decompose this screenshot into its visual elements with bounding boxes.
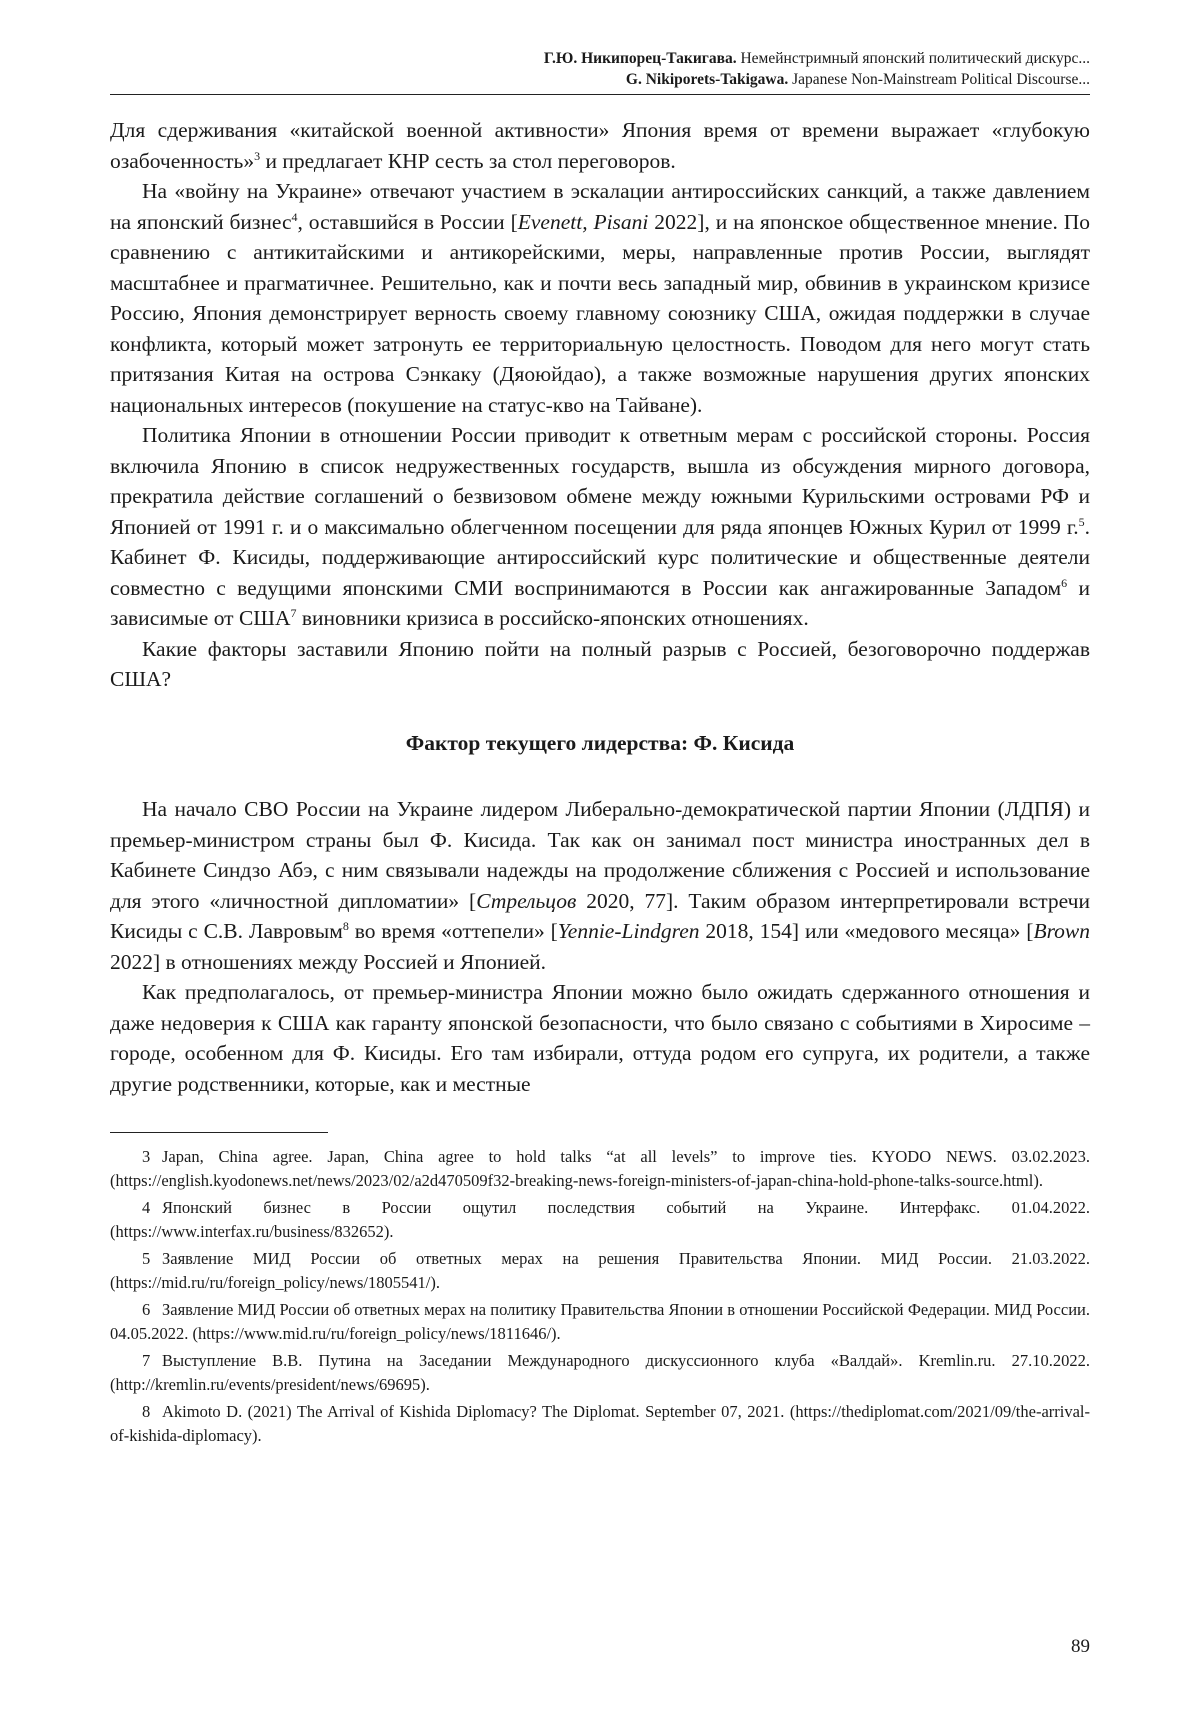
footnote-text: Akimoto D. (2021) The Arrival of Kishida Diplomacy? The Diplomat. September 07, 2021. (https://thediplomat.com/2021/09/the-arrival-of-kishida-diplomacy). xyxy=(110,1402,1090,1445)
footnote-ref-4[interactable]: 4 xyxy=(291,209,298,224)
paragraph-text: На «войну на Украине» отвечают участием в эскалации антироссийских санкций, а также давлением на японский бизнес xyxy=(110,179,1090,234)
footnote-number: 4 xyxy=(142,1198,151,1217)
footnote-ref-7[interactable]: 7 xyxy=(290,605,297,620)
article-body xyxy=(110,115,1090,1099)
footnote-5 xyxy=(110,1247,1090,1294)
paragraph-text: виновники кризиса в российско-японских отношениях. xyxy=(296,606,809,630)
footnote-4 xyxy=(110,1196,1090,1243)
header-en-title: Japanese Non-Mainstream Political Discourse... xyxy=(792,71,1090,88)
footnote-8 xyxy=(110,1400,1090,1447)
paragraph-text: 2020, 77]. Таким образом интерпретировали встречи Кисиды с С.В. Лавровым xyxy=(110,888,1090,943)
citation-author: Стрельцов xyxy=(476,888,577,913)
paragraph-1 xyxy=(110,115,1090,176)
paragraph-text: Для сдерживания «китайской военной активности» Япония время от времени выражает «глубокую озабоченность» xyxy=(110,118,1090,173)
paragraph-text: , оставшийся в России [ xyxy=(297,209,518,234)
footnote-6 xyxy=(110,1298,1090,1345)
footnote-text: Японский бизнес в России ощутил последствия событий на Украине. Интерфакс. 01.04.2022. (https://www.interfax.ru/business/832652). xyxy=(110,1198,1090,1241)
footnote-ref-3[interactable]: 3 xyxy=(254,148,261,163)
paragraph-text: и предлагает КНР сесть за стол переговоров. xyxy=(260,148,676,173)
paragraph-3 xyxy=(110,420,1090,634)
header-en-author: G. Nikiporets-Takigawa. xyxy=(625,71,789,88)
footnote-text: Выступление В.В. Путина на Заседании Международного дискуссионного клуба «Валдай». Kremlin.ru. 27.10.2022. (http://kremlin.ru/events/president/news/69695). xyxy=(110,1351,1090,1394)
footnote-text: Заявление МИД России об ответных мерах на решения Правительства Японии. МИД России. 21.03.2022. (https://mid.ru/ru/foreign_policy/news/1805541/). xyxy=(110,1249,1090,1292)
footnote-number: 5 xyxy=(142,1249,151,1268)
footnote-ref-6[interactable]: 6 xyxy=(1061,575,1068,590)
paragraph-text: 2022] в отношениях между Россией и Японией. xyxy=(110,949,547,974)
footnote-number: 8 xyxy=(142,1402,151,1421)
header-ru-author: Г.Ю. Никипорец-Такигава. xyxy=(543,50,737,67)
page-number: 89 xyxy=(1071,1636,1090,1657)
paragraph-text: и зависимые от США xyxy=(110,575,1090,630)
paragraph-4: Какие факторы заставили Японию пойти на полный разрыв с Россией, безоговорочно поддержав США? xyxy=(110,636,1090,691)
footnotes xyxy=(110,1145,1090,1447)
paragraph-2 xyxy=(110,176,1090,420)
footnote-ref-8[interactable]: 8 xyxy=(342,918,349,933)
running-header xyxy=(110,0,1090,95)
citation-author: Yennie-Lindgren xyxy=(557,919,700,943)
paragraph-text: Политика Японии в отношении России приводит к ответным мерам с российской стороны. Россия включила Японию в список недружественных государств, вышла из обсуждения мирного договора, прекратила действие соглашений о безвизовом обмене между южными Курильскими островами РФ и Японией от 1991 г. и о максимально облегченном посещении для ряда японцев Южных Курил от 1999 г. xyxy=(110,423,1090,539)
running-header-en xyxy=(110,69,1090,90)
footnote-number: 6 xyxy=(142,1300,151,1319)
footnote-text: Заявление МИД России об ответных мерах на политику Правительства Японии в отношении Российской Федерации. МИД России. 04.05.2022. (https://www.mid.ru/ru/foreign_policy/news/1811646/). xyxy=(110,1300,1090,1343)
section-heading: Фактор текущего лидерства: Ф. Кисида xyxy=(405,730,795,755)
paragraph-text: во время «оттепели» [ xyxy=(348,919,558,943)
footnote-ref-5[interactable]: 5 xyxy=(1078,514,1085,529)
paragraph-text: . Кабинет Ф. Кисиды, поддерживающие антироссийский курс политические и общественные деятели совместно с ведущими японскими СМИ воспринимаются в России как ангажированные Западом xyxy=(110,514,1090,600)
running-header-ru xyxy=(110,48,1090,69)
footnote-text: Japan, China agree. Japan, China agree to hold talks “at all levels” to improve ties. KYODO NEWS. 03.02.2023. (https://english.kyodonews.net/news/2023/02/a2d470509f32-breaking-news-foreign-ministers-of-japan-china-hold-phone-talks-source.html). xyxy=(110,1147,1090,1190)
footnote-number: 3 xyxy=(142,1147,151,1166)
footnote-divider xyxy=(110,1132,328,1133)
citation-author: Brown xyxy=(1033,919,1091,943)
footnote-number: 7 xyxy=(142,1351,151,1370)
footnote-3 xyxy=(110,1145,1090,1192)
paragraph-6: Как предполагалось, от премьер-министра Японии можно было ожидать сдержанного отношения и даже недоверия к США как гаранту японской безопасности, что было связано с событиями в Хиросиме – городе, особенном для Ф. Кисиды. Его там избирали, оттуда родом его супруга, их родители, а также другие родственники, которые, как и местные xyxy=(110,980,1090,1096)
citation-author: Evenett, Pisani xyxy=(517,209,649,234)
paragraph-text: На начало СВО России на Украине лидером Либерально-демократической партии Японии (ЛДПЯ) и премьер-министром страны был Ф. Кисида. Так как он занимал пост министра иностранных дел в Кабинете Синдзо Абэ, с ним связывали надежды на продолжение сближения с Россией и использование для этого «личностной дипломатии» [ xyxy=(110,797,1090,913)
header-ru-title: Немейнстримный японский политический дискурс... xyxy=(740,50,1090,67)
paragraph-5 xyxy=(110,794,1090,977)
footnote-7 xyxy=(110,1349,1090,1396)
paragraph-text: 2022], и на японское общественное мнение. По сравнению с антикитайскими и антикорейскими, меры, направленные против России, выглядят масштабнее и прагматичнее. Решительно, как и почти весь западный мир, обвинив в украинском кризисе Россию, Япония демонстрирует верность своему главному союзнику США, ожидая поддержки в случае конфликта, который может затронуть ее территориальную целостность. Поводом для него могут стать притязания Китая на острова Сэнкаку (Дяоюйдао), а также возможные нарушения других японских национальных интересов (покушение на статус-кво на Тайване). xyxy=(110,209,1091,417)
paragraph-text: 2018, 154] или «медового месяца» [ xyxy=(699,919,1034,943)
